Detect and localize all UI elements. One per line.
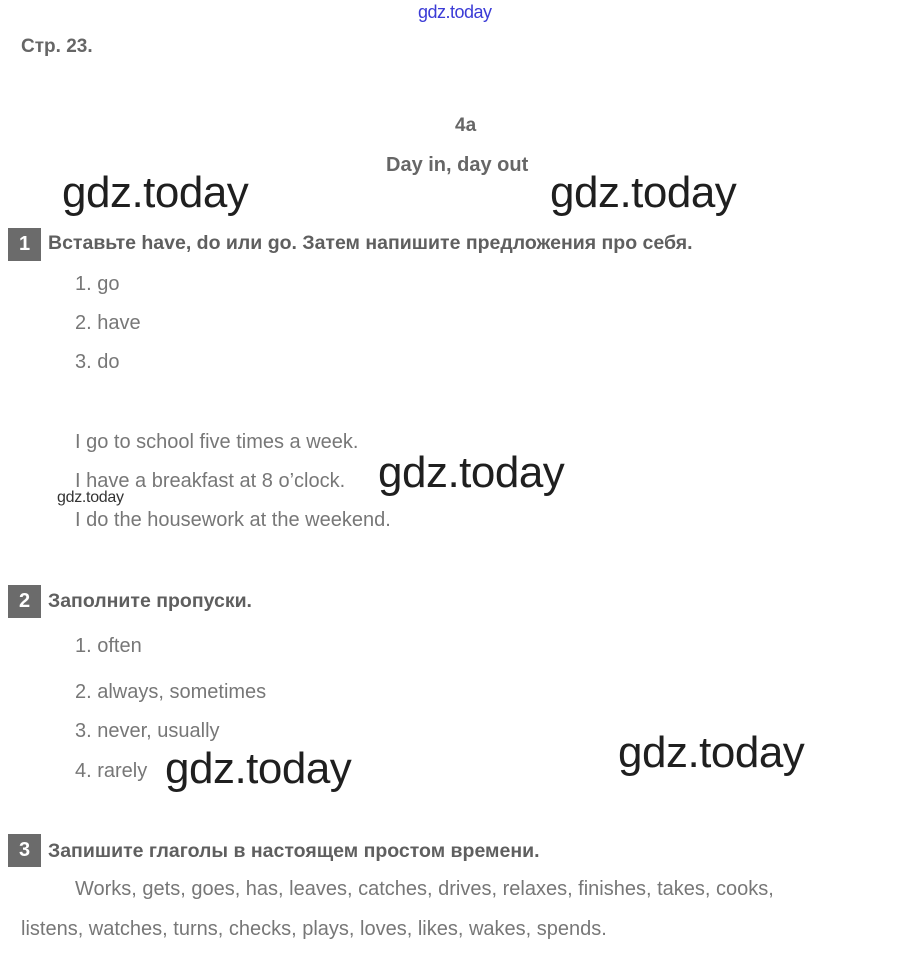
- exercise-title: Заполните пропуски.: [48, 590, 252, 612]
- answer-item: 3. never, usually: [75, 720, 220, 742]
- exercise-number-badge: 1: [8, 228, 41, 261]
- answer-item: 4. rarely: [75, 760, 148, 782]
- sentence: I have a breakfast at 8 o’clock.: [75, 470, 346, 492]
- verb-list-line: Works, gets, goes, has, leaves, catches, drives, relaxes, finishes, takes, cooks,: [75, 878, 774, 900]
- exercise-number-badge: 2: [8, 585, 41, 618]
- watermark: gdz.today: [165, 744, 352, 793]
- verb-list-line: listens, watches, turns, checks, plays, loves, likes, wakes, spends.: [21, 918, 607, 940]
- lesson-title: Day in, day out: [386, 154, 529, 176]
- page-reference: Стр. 23.: [21, 36, 93, 57]
- sentence: I go to school five times a week.: [75, 431, 359, 453]
- answer-item: 1. go: [75, 273, 120, 295]
- watermark: gdz.today: [550, 168, 737, 217]
- watermark-small: gdz.today: [57, 489, 124, 506]
- exercise-title: Запишите глаголы в настоящем простом времени.: [48, 840, 540, 862]
- watermark: gdz.today: [62, 168, 249, 217]
- answer-item: 2. always, sometimes: [75, 681, 267, 703]
- exercise-title: Вставьте have, do или go. Затем напишите предложения про себя.: [48, 232, 693, 254]
- answer-item: 1. often: [75, 635, 142, 657]
- watermark: gdz.today: [378, 448, 565, 497]
- watermark: gdz.today: [618, 728, 805, 777]
- sentence: I do the housework at the weekend.: [75, 509, 391, 531]
- answer-item: 2. have: [75, 312, 141, 334]
- watermark-top: gdz.today: [418, 2, 492, 22]
- answer-item: 3. do: [75, 351, 120, 373]
- lesson-number: 4a: [455, 115, 477, 136]
- exercise-number-badge: 3: [8, 834, 41, 867]
